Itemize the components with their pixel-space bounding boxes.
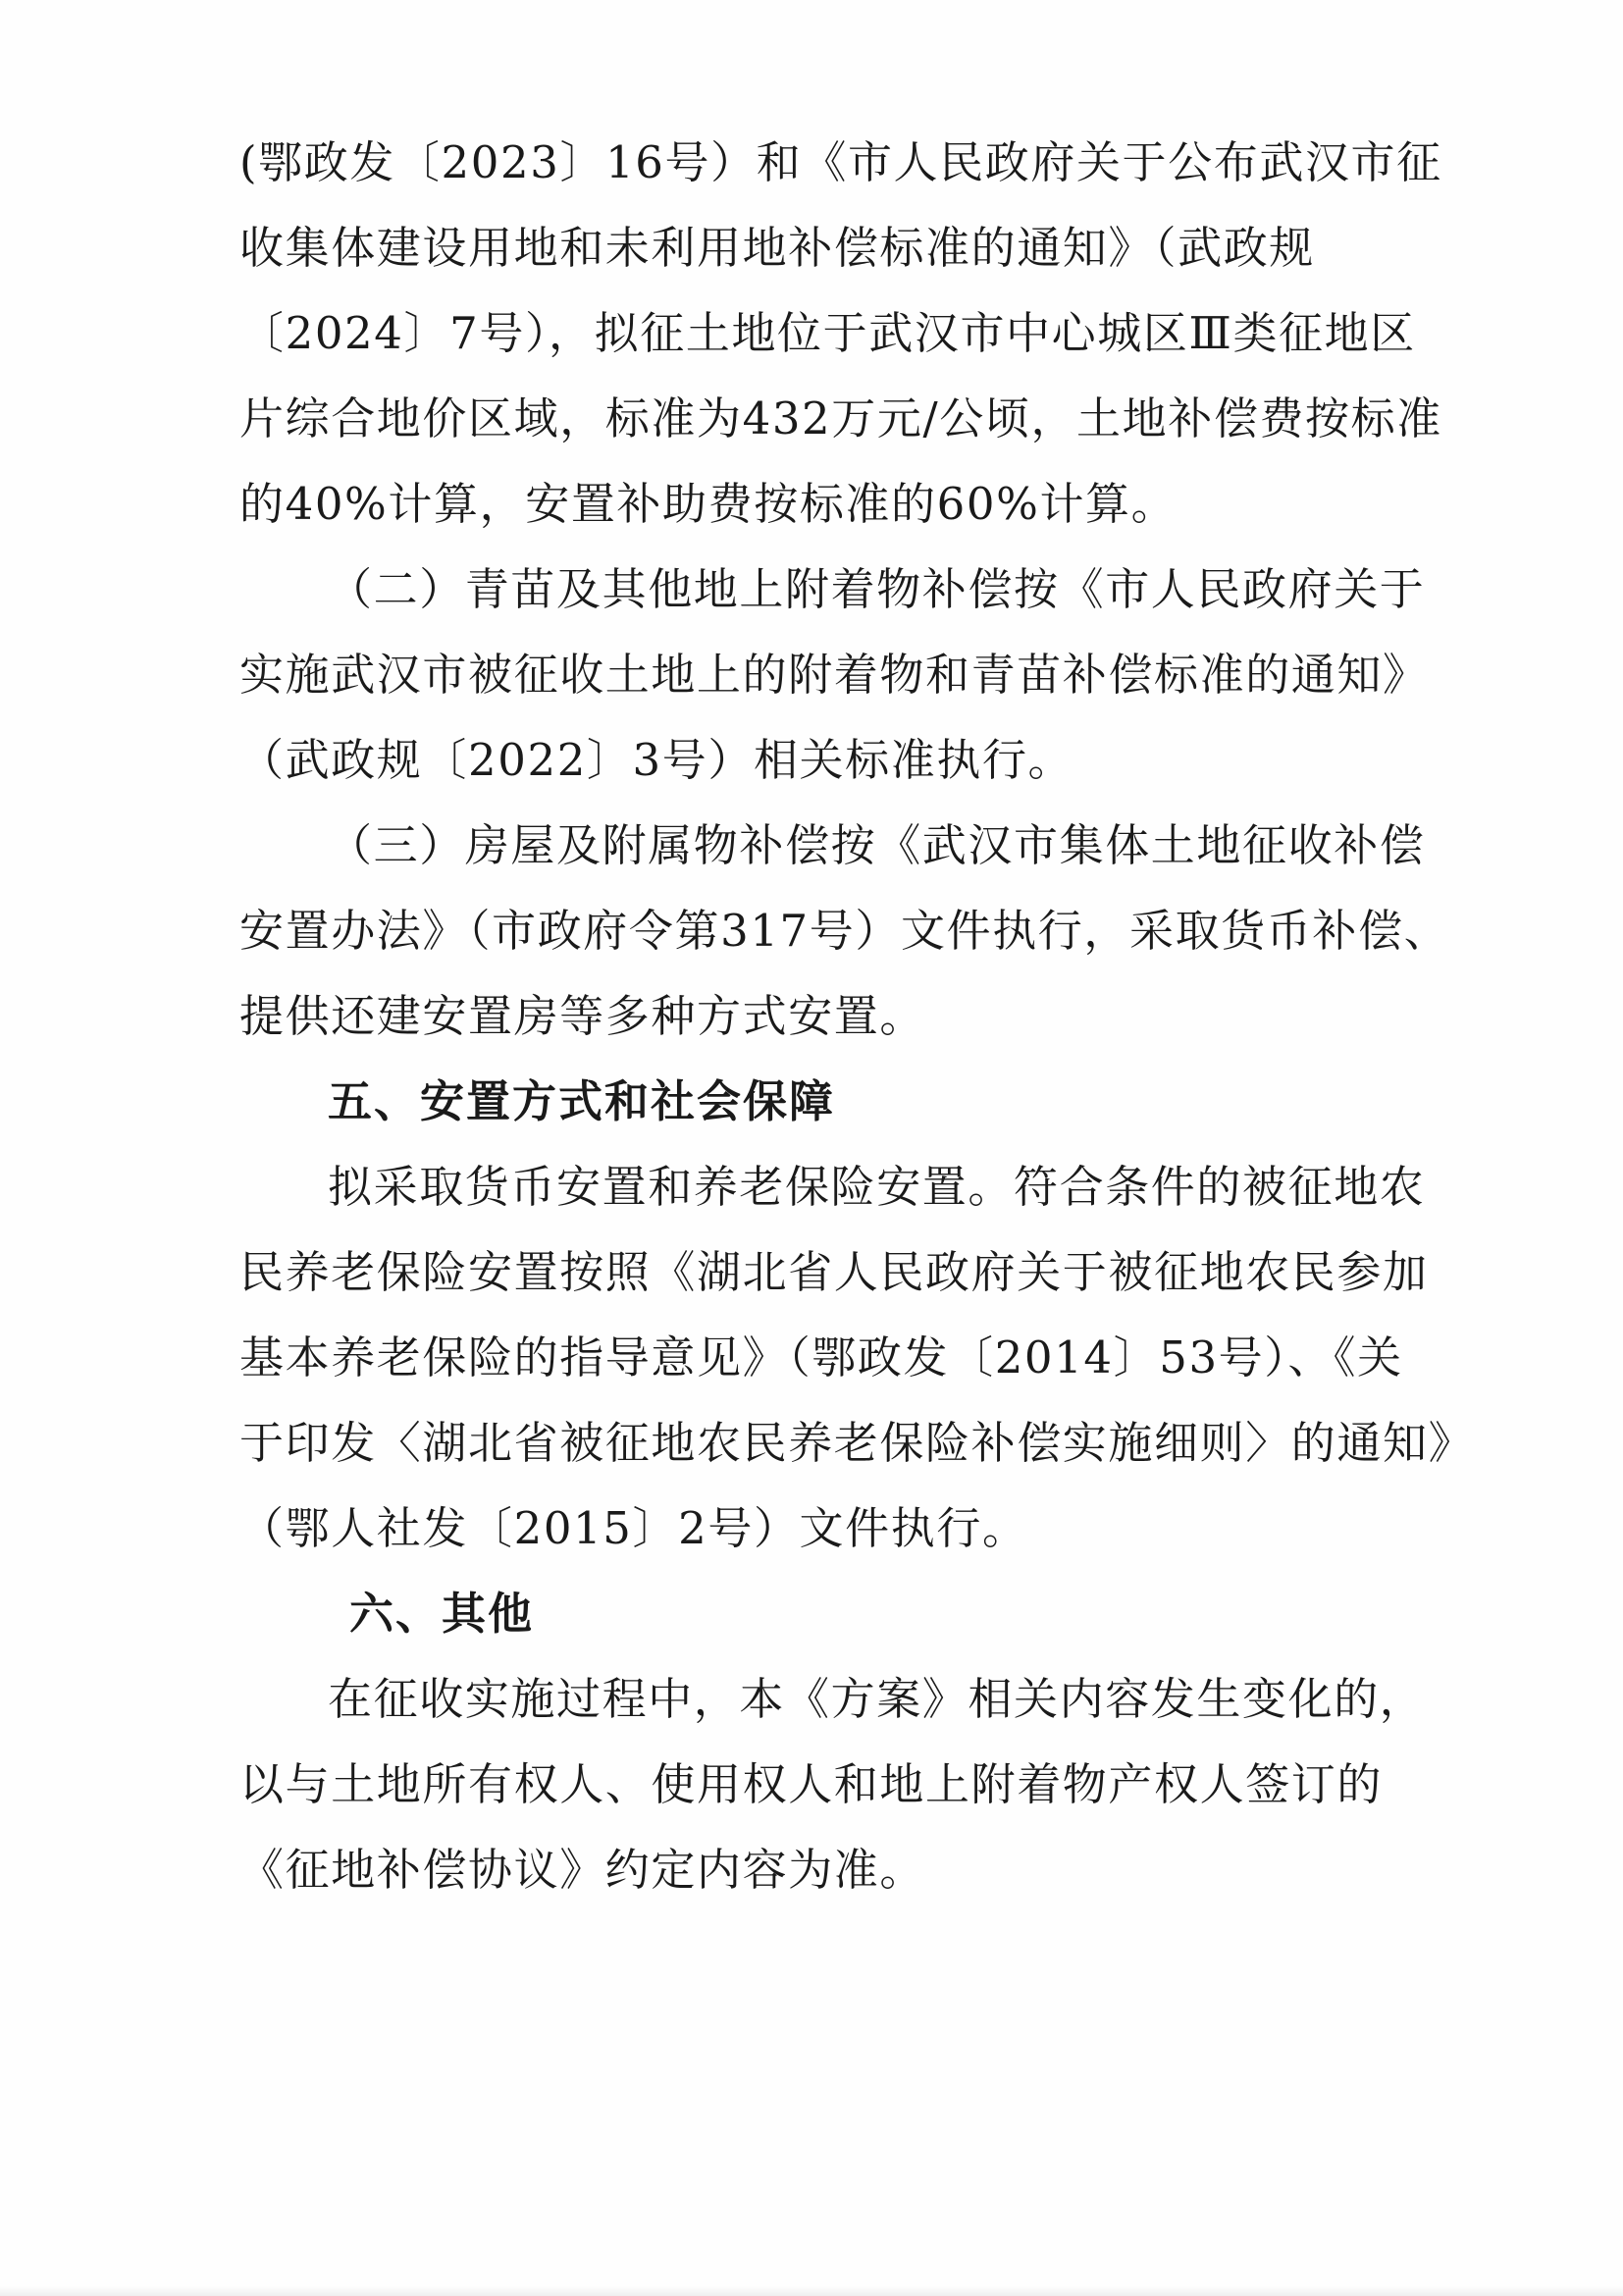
text-line-10: 安置办法》（市政府令第317号）文件执行，采取货币补偿、 (239, 905, 1450, 957)
text-line-2: 收集体建设用地和未利用地补偿标准的通知》（武政规 (239, 222, 1315, 274)
text-line-8: （武政规〔2022〕3号）相关标准执行。 (239, 734, 1074, 786)
scan-bottom-edge (0, 2286, 1623, 2296)
text-line-19: 在征收实施过程中，本《方案》相关内容发生变化的， (328, 1673, 1426, 1725)
section-heading-5: 五、安置方式和社会保障 (328, 1075, 836, 1127)
text-line-3: 〔2024〕7号），拟征土地位于武汉市中心城区Ⅲ类征地区 (239, 307, 1416, 359)
text-line-14: 民养老保险安置按照《湖北省人民政府关于被征地农民参加 (239, 1246, 1429, 1298)
text-line-17: （鄂人社发〔2015〕2号）文件执行。 (239, 1502, 1028, 1554)
text-line-9: （三）房屋及附属物补偿按《武汉市集体土地征收补偿 (328, 819, 1426, 871)
text-line-6: （二）青苗及其他地上附着物补偿按《市人民政府关于 (328, 563, 1426, 615)
text-line-20: 以与土地所有权人、使用权人和地上附着物产权人签订的 (239, 1758, 1384, 1810)
text-line-15: 基本养老保险的指导意见》（鄂政发〔2014〕53号）、《关 (239, 1331, 1403, 1383)
text-line-4: 片综合地价区域，标准为432万元/公顷，土地补偿费按标准 (239, 392, 1442, 444)
text-line-21: 《征地补偿协议》约定内容为准。 (239, 1844, 926, 1896)
text-line-7: 实施武汉市被征收土地上的附着物和青苗补偿标准的通知》 (239, 649, 1429, 701)
text-line-11: 提供还建安置房等多种方式安置。 (239, 990, 926, 1042)
text-line-5: 的40%计算，安置补助费按标准的60%计算。 (239, 478, 1178, 530)
text-line-13: 拟采取货币安置和养老保险安置。符合条件的被征地农 (328, 1161, 1426, 1213)
text-line-16: 于印发〈湖北省被征地农民养老保险补偿实施细则〉的通知》 (239, 1417, 1475, 1469)
text-line-1: (鄂政发〔2023〕16号）和《市人民政府关于公布武汉市征 (239, 136, 1442, 188)
section-heading-6: 六、其他 (349, 1588, 535, 1640)
